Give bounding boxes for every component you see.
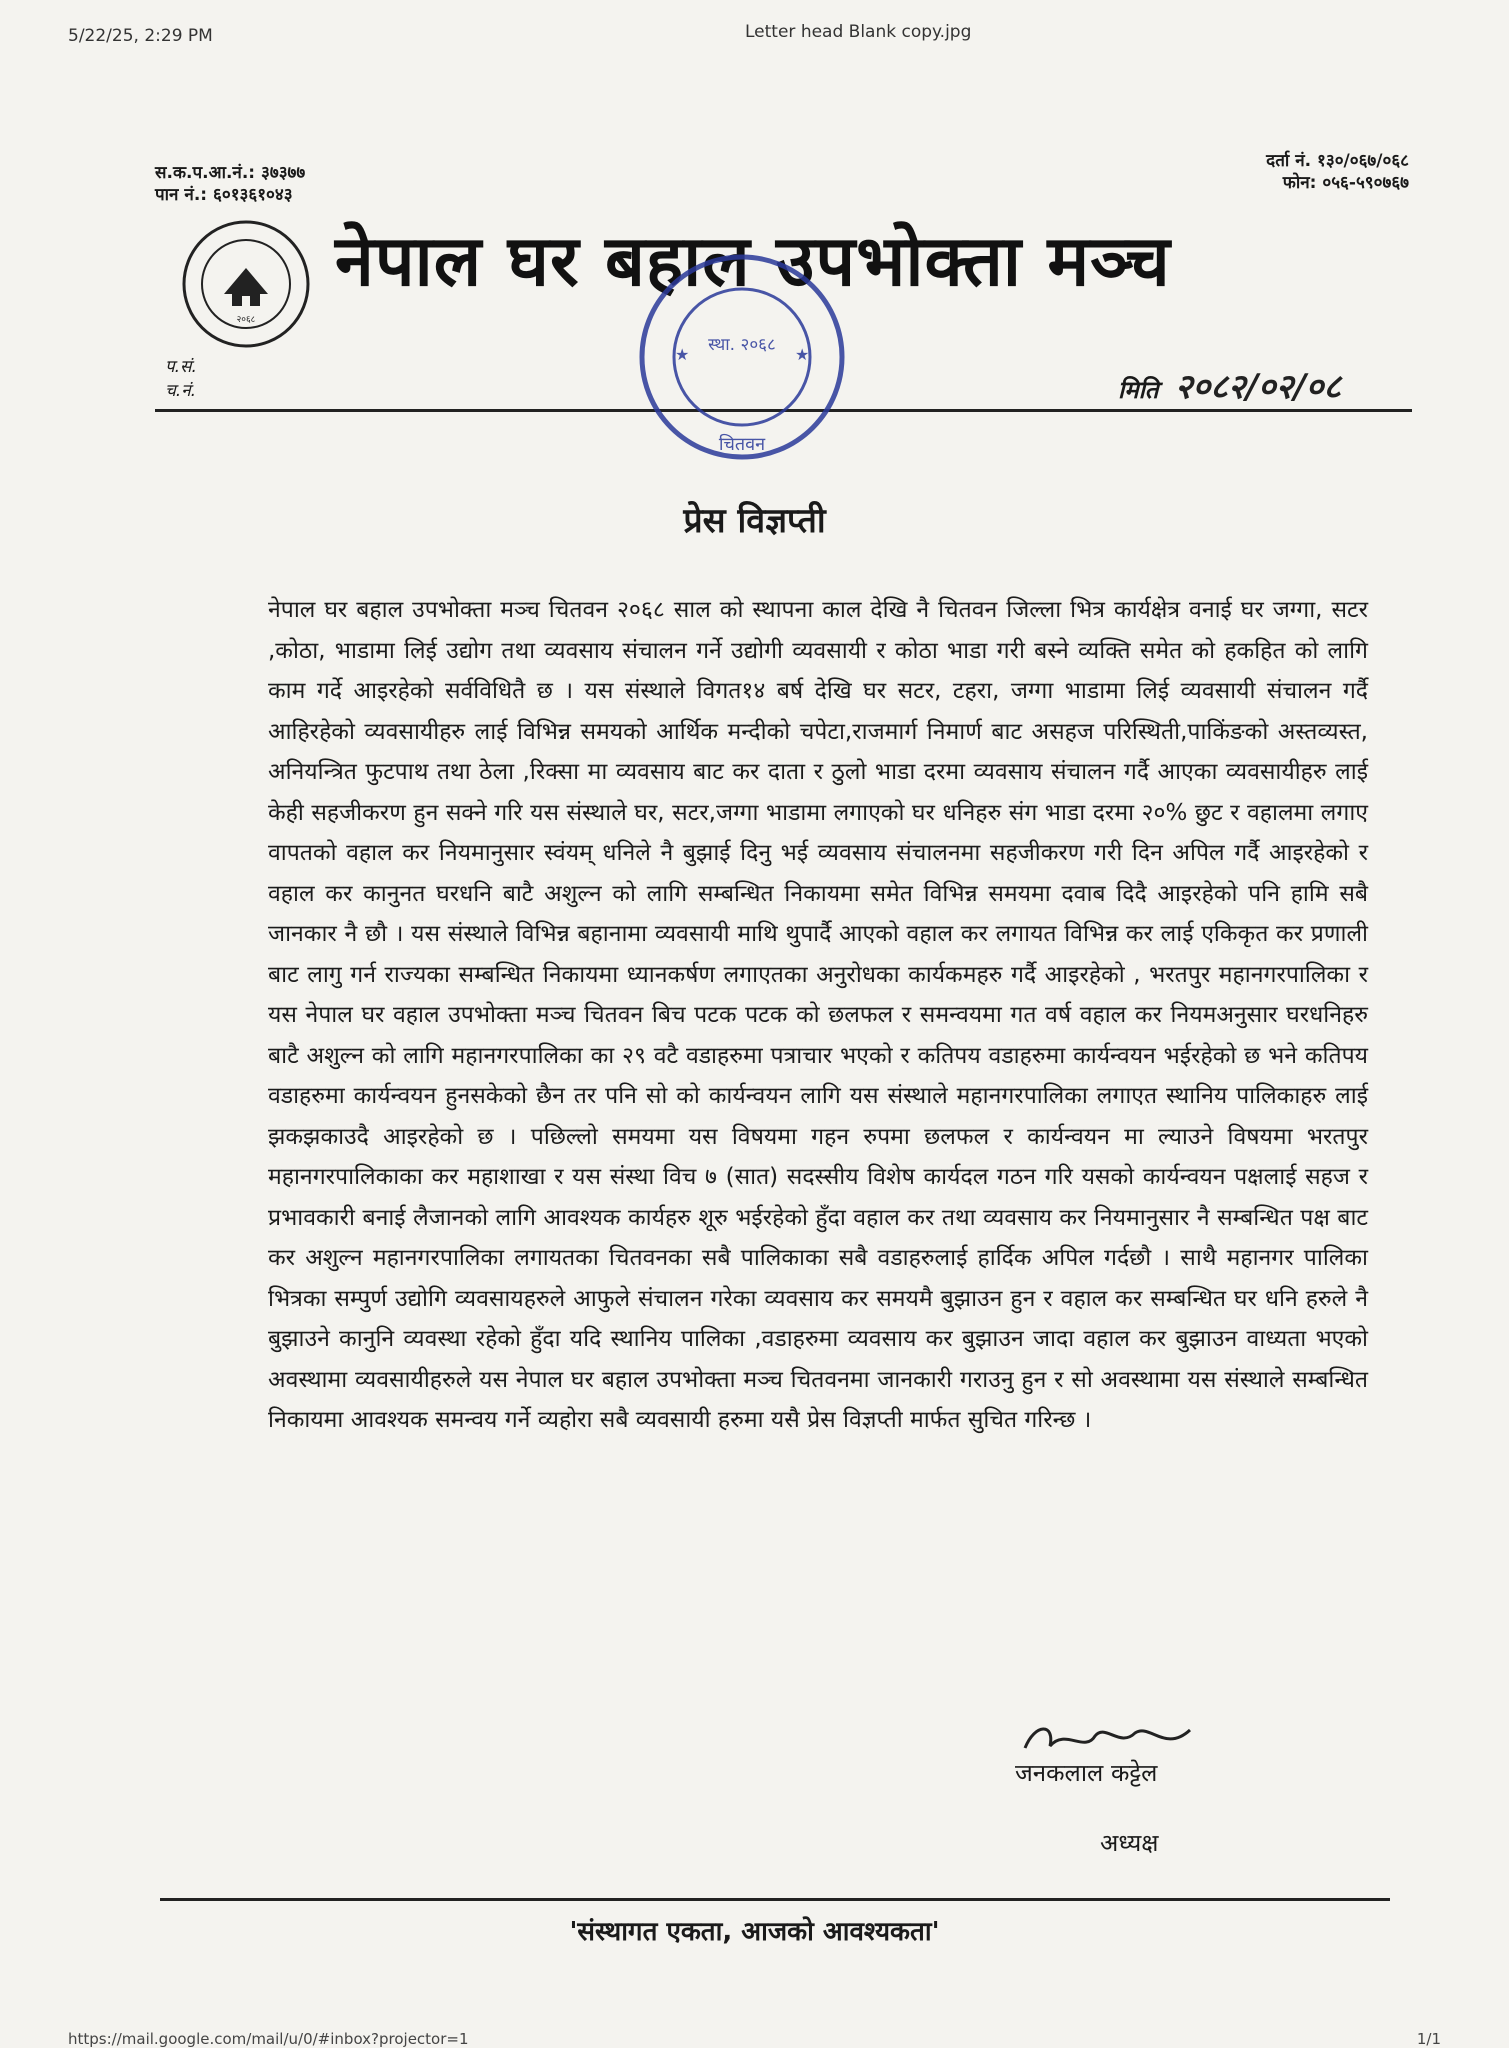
document-title: प्रेस विज्ञप्ती <box>683 501 826 541</box>
svg-text:★: ★ <box>795 345 810 364</box>
organization-motto: 'संस्थागत एकता, आजको आवश्यकता' <box>569 1917 940 1947</box>
reference-labels <box>165 355 197 403</box>
svg-text:★: ★ <box>675 345 690 364</box>
organization-name: नेपाल घर बहाल उपभोक्ता मञ्च <box>335 220 1171 302</box>
signer-name: जनकलाल कट्टेल <box>1015 1759 1158 1787</box>
footer-rule <box>160 1898 1390 1901</box>
darta-number: दर्ता नं. १३०/०६७/०६८ <box>1266 151 1409 171</box>
print-page-number: 1/1 <box>1416 2030 1441 2048</box>
ref-ps: प.सं. <box>165 357 197 377</box>
press-release-body: नेपाल घर बहाल उपभोक्ता मञ्च चितवन २०६८ साल को स्थापना काल देखि नै चितवन जिल्ला भित्र कार्यक्षेत्र वनाई घर जग्गा, सटर ,कोठा, भाडामा लिई उद्योग तथा व्यवसाय संचालन गर्ने उद्योगी व्यवसायी र कोठा भाडा गरी बस्ने व्यक्ति समेत को हकहित को लागि काम गर्दे आइरहेको सर्वविधितै छ । यस संस्थाले विगत१४ बर्ष देखि घर सटर, टहरा, जग्गा भाडामा लिई व्यवसायी संचालन गर्दै आहिरहेको व्यवसायीहरु लाई विभिन्न समयको आर्थिक मन्दीको चपेटा,राजमार्ग निमार्ण बाट असहज परिस्थिती,पाकिंङको अस्तव्यस्त, अनियन्त्रित फुटपाथ तथा ठेला ,रिक्सा मा व्यवसाय बाट कर दाता र ठुलो भाडा दरमा व्यवसाय संचालन गर्दै आएका व्यवसायीहरु लाई केही सहजीकरण हुन सक्ने गरि यस संस्थाले घर, सटर,जग्गा भाडामा लगाएको घर धनिहरु संग भाडा दरमा २०% छुट र वहालमा लगाए वापतको वहाल कर नियमानुसार स्वंयम् धनिले नै बुझाई दिनु भई व्यवसाय संचालनमा सहजीकरण गरी दिन अपिल गर्दै आइरहेको र वहाल कर कानुनत घरधनि बाटै अशुल्न को लागि सम्बन्धित निकायमा समेत विभिन्न समयमा दवाब दिदै आइरहेको पनि हामि सबै जानकार नै छौ । यस संस्थाले विभिन्न बहानामा व्यवसायी माथि थुपार्दै आएको वहाल कर लगायत विभिन्न कर लाई एकिकृत कर प्रणाली बाट लागु गर्न राज्यका सम्बन्धित निकायमा ध्यानकर्षण लगाएतका अनुरोधका कार्यकमहरु गर्दै आइरहेको , भरतपुर महानगरपालिका र यस नेपाल घर वहाल उपभोक्ता मञ्च चितवन बिच पटक पटक को छलफल र समन्वयमा गत वर्ष वहाल कर नियमअनुसार घरधनिहरु बाटै अशुल्न को लागि महानगरपालिका का २९ वटै वडाहरुमा पत्राचार भएको र कतिपय वडाहरुमा कार्यन्वयन भईरहेको छ भने कतिपय वडाहरुमा कार्यन्वयन हुनसकेको छैन तर पनि सो को कार्यन्वयन लागि यस संस्थाले महानगरपालिका लगाएत स्थानिय पालिकाहरु लाई झकझकाउदै आइरहेको छ । पछिल्लो समयमा यस विषयमा गहन रुपमा छलफल र कार्यन्वयन मा ल्याउने विषयमा भरतपुर महानगरपालिकाका कर महाशाखा र यस संस्था विच ७ (सात) सदस्सीय विशेष कार्यदल गठन गरि यसको कार्यन्वयन पक्षलाई सहज र प्रभावकारी बनाई लैजानको लागि आवश्यक कार्यहरु शूरु भईरहेको हुँदा वहाल कर तथा व्यवसाय कर नियमानुसार नै सम्बन्धित पक्ष बाट कर अशुल्न महानगरपालिका लगायतका चितवनका सबै पालिकाका सबै वडाहरुलाई हार्दिक अपिल गर्दछौ । साथै महानगर पालिका भित्रका सम्पुर्ण उद्योगि व्यवसायहरुले आफुले संचालन गरेका व्यवसाय कर समयमै बुझाउन हुन र वहाल कर सम्बन्धित घर धनि हरुले नै बुझाउने कानुनि व्यवस्था रहेको हुँदा यदि स्थानिय पालिका ,वडाहरुमा व्यवसाय कर बुझाउन जादा वहाल कर बुझाउन वाध्यता भएको अवस्थामा व्यवसायीहरुले यस नेपाल घर बहाल उपभोक्ता मञ्च चितवनमा जानकारी गराउनु हुन र सो अवस्थामा यस संस्थाले सम्बन्धित निकायमा आवश्यक समन्वय गर्ने व्यहोरा सबै व्यवसायी हरुमा यसै प्रेस विज्ञप्ती मार्फत सुचित गरिन्छ । <box>268 597 1368 1433</box>
print-header <box>0 22 1509 46</box>
reg-number: स.क.प.आ.नं.: ३७३७७ <box>155 163 306 183</box>
print-datetime: 5/22/25, 2:29 PM <box>68 26 213 46</box>
date-line <box>1118 362 1341 408</box>
date-label: मिति <box>1118 376 1159 404</box>
phone-number: फोन: ०५६-५९०७६७ <box>1282 173 1409 193</box>
organization-stamp <box>635 250 850 465</box>
svg-text:चितवन: चितवन <box>718 434 766 455</box>
registration-right <box>1266 150 1409 194</box>
registration-left <box>155 162 305 206</box>
date-value: २०८२/०२/०८ <box>1174 367 1342 407</box>
svg-text:२०६८: २०६८ <box>236 315 256 325</box>
organization-seal-logo <box>180 218 312 350</box>
signer-role: अध्यक्ष <box>1100 1829 1159 1857</box>
pan-number: पान नं.: ६०१३६१०४३ <box>155 185 293 205</box>
print-file-name: Letter head Blank copy.jpg <box>745 22 972 42</box>
svg-text:स्था. २०६८: स्था. २०६८ <box>708 335 776 355</box>
print-footer <box>0 2028 1509 2048</box>
ref-chn: च.नं. <box>165 381 197 401</box>
print-url: https://mail.google.com/mail/u/0/#inbox?projector=1 <box>68 2030 469 2048</box>
